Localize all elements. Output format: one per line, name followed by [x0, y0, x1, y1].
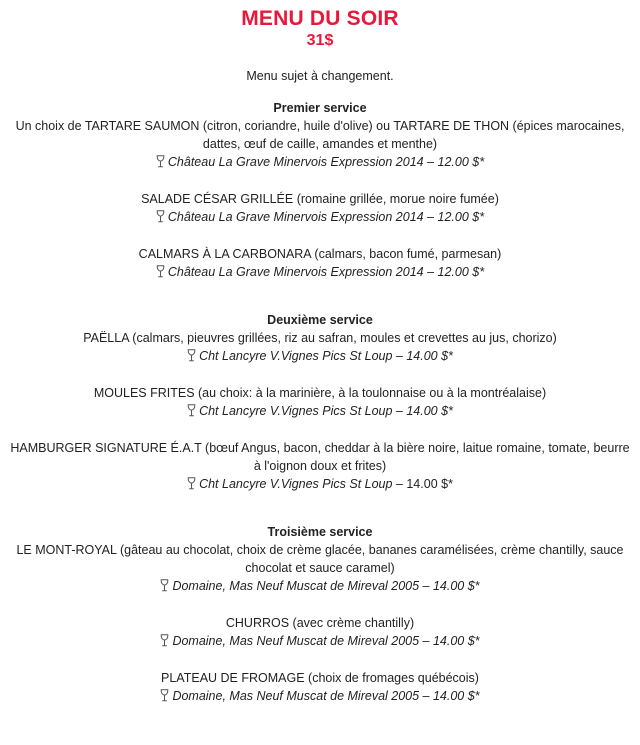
wine-glass-icon [160, 579, 169, 592]
wine-pairing-text: Cht Lancyre V.Vignes Pics St Loup – 14.00 $* [199, 404, 453, 418]
dish-description: HAMBURGER SIGNATURE É.A.T (bœuf Angus, bacon, cheddar à la bière noire, laitue romaine, tomate, beurre à l'oignon doux et frites) [10, 441, 630, 473]
wine-glass-icon [156, 155, 165, 168]
wine-glass-icon [187, 349, 196, 362]
wine-pairing-text: Château La Grave Minervois Expression 2014 – 12.00 $* [167, 210, 485, 224]
dish-description: PAËLLA (calmars, pieuvres grillées, riz au safran, moules et crevettes au jus, chorizo) [83, 331, 557, 345]
dish-item [0, 190, 640, 226]
service-third [0, 523, 640, 705]
service-second [0, 311, 640, 493]
dish-item [0, 439, 640, 493]
wine-pairing [0, 263, 640, 281]
dish-item [0, 117, 640, 171]
wine-glass-icon [160, 689, 169, 702]
dish-item [0, 541, 640, 595]
wine-pairing-text: Château La Grave Minervois Expression 2014 – 12.00 $* [167, 155, 485, 169]
dish-description: CALMARS À LA CARBONARA (calmars, bacon fumé, parmesan) [138, 247, 502, 261]
wine-pairing [0, 687, 640, 705]
wine-glass-icon [187, 404, 196, 417]
dish-item [0, 384, 640, 420]
wine-pairing-text: Château La Grave Minervois Expression 2014 – 12.00 $* [167, 265, 485, 279]
wine-glass-icon [156, 265, 165, 278]
dish-description: LE MONT-ROYAL (gâteau au chocolat, choix de crème glacée, bananes caramélisées, crème chantilly, sauce chocolat et sauce caramel) [16, 543, 624, 575]
dish-description: Un choix de TARTARE SAUMON (citron, coriandre, huile d'olive) ou TARTARE DE THON (épices marocaines, dattes, œuf de caille, amandes et menthe) [15, 119, 625, 151]
dish-item [0, 329, 640, 365]
wine-pairing [0, 208, 640, 226]
service-title: Premier service [273, 101, 367, 115]
dish-description: MOULES FRITES (au choix: à la marinière, à la toulonnaise ou à la montréalaise) [93, 386, 547, 400]
wine-pairing [0, 347, 640, 365]
wine-pairing [0, 402, 640, 420]
dish-description: PLATEAU DE FROMAGE (choix de fromages québécois) [161, 671, 479, 685]
wine-pairing [0, 632, 640, 650]
dish-item [0, 245, 640, 281]
wine-glass-icon [156, 210, 165, 223]
service-first [0, 99, 640, 281]
wine-glass-icon [160, 634, 169, 647]
service-title: Troisième service [267, 525, 373, 539]
wine-pairing-price: 14.00 $* [406, 477, 453, 491]
menu-note: Menu sujet à changement. [246, 69, 394, 83]
wine-pairing-text: Cht Lancyre V.Vignes Pics St Loup – 14.00 $* [199, 349, 453, 363]
dish-description: SALADE CÉSAR GRILLÉE (romaine grillée, morue noire fumée) [141, 192, 499, 206]
wine-glass-icon [187, 477, 196, 490]
wine-pairing-text: Domaine, Mas Neuf Muscat de Mireval 2005 – 14.00 $* [172, 579, 480, 593]
wine-pairing-text: Domaine, Mas Neuf Muscat de Mireval 2005 – 14.00 $* [172, 634, 480, 648]
menu-page [0, 8, 640, 705]
wine-pairing-text: Cht Lancyre V.Vignes Pics St Loup – [199, 477, 407, 491]
service-title: Deuxième service [267, 313, 373, 327]
wine-pairing [0, 475, 640, 493]
wine-pairing-text: Domaine, Mas Neuf Muscat de Mireval 2005 – 14.00 $* [172, 689, 480, 703]
dish-description: CHURROS (avec crème chantilly) [225, 616, 415, 630]
menu-price: 31$ [306, 32, 334, 49]
dish-item [0, 614, 640, 650]
wine-pairing [0, 577, 640, 595]
menu-title: MENU DU SOIR [241, 7, 399, 30]
dish-item [0, 669, 640, 705]
wine-pairing [0, 153, 640, 171]
